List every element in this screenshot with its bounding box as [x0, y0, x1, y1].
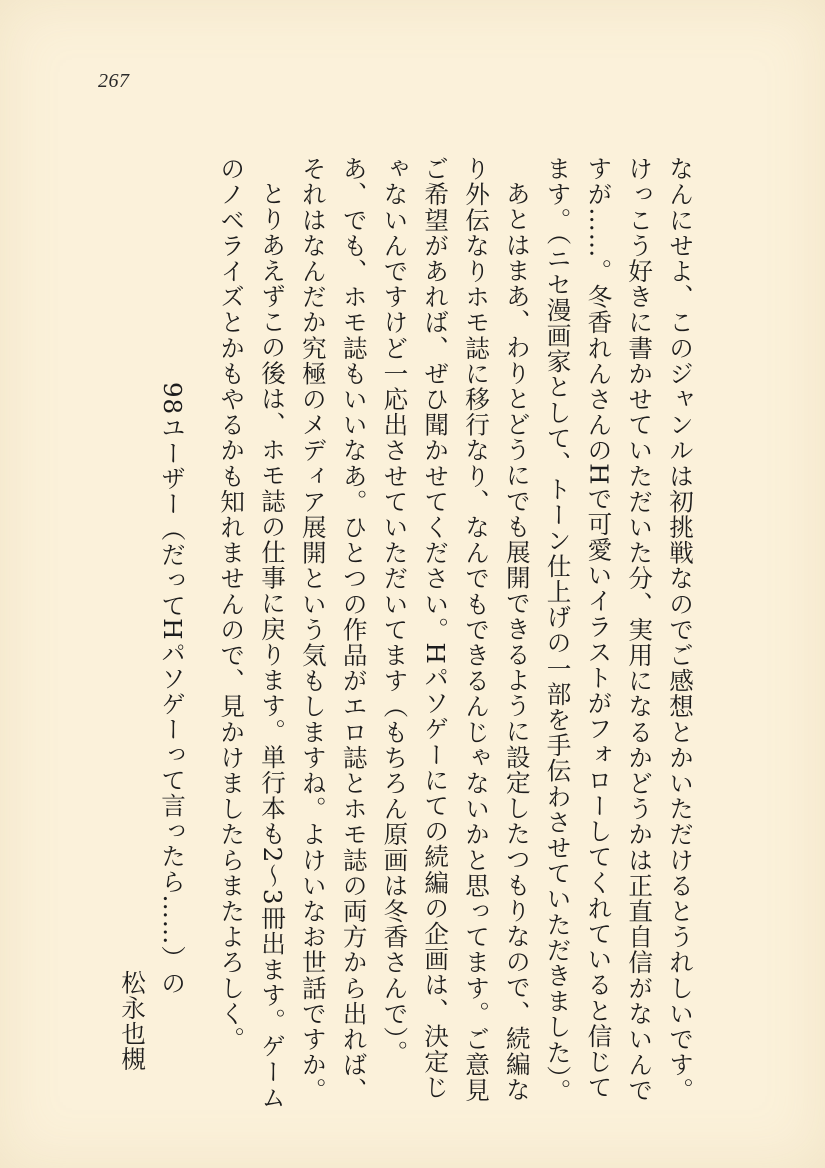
paragraph-4: とりあえずこの後は、ホモ誌の仕事に戻ります。単行本も2～3冊出ます。ゲームのノベライズとかもやるかも知れませんので、見かけましたらまたよろしく。: [217, 156, 288, 1110]
author-name: 松永也槻: [118, 970, 147, 1072]
afterword-body: [217, 156, 700, 1116]
author-byline: [118, 382, 192, 1072]
paragraph-2: あとはまあ、わりとどうにでも展開できるように設定したつもりなので、続編なり外伝なりホモ誌に移行なり、なんでもできるんじゃないかと思ってます。ご意見ご希望があれば、ぜひ聞かせてください。Hパソゲーにての続編の企画は、決定じゃないんですけど一応出させていただいてます（もちろん原画は冬香さんで）。: [380, 156, 532, 1104]
byline-text: 98ユーザー（だってHパソゲーって言ったら……）の: [158, 382, 187, 996]
paragraph-1: なんにせよ、このジャンルは初挑戦なのでご感想とかいただけるとうれしいです。けっこう好きに書かせていただいた分、実用になるかどうかは正直自信がないんですが……。冬香れんさんのHで可愛いイラストがフォローしてくれていると信じてます。（ニセ漫画家として、トーン仕上げの一部を手伝わさせていただきました）。: [543, 156, 695, 1105]
paragraph-3: あ、でも、ホモ誌もいいなあ。ひとつの作品がエロ誌とホモ誌の両方から出れば、それはなんだか究極のメディア展開という気もしますね。よけいなお世話ですか。: [298, 156, 369, 1104]
page-number: 267: [98, 70, 130, 92]
